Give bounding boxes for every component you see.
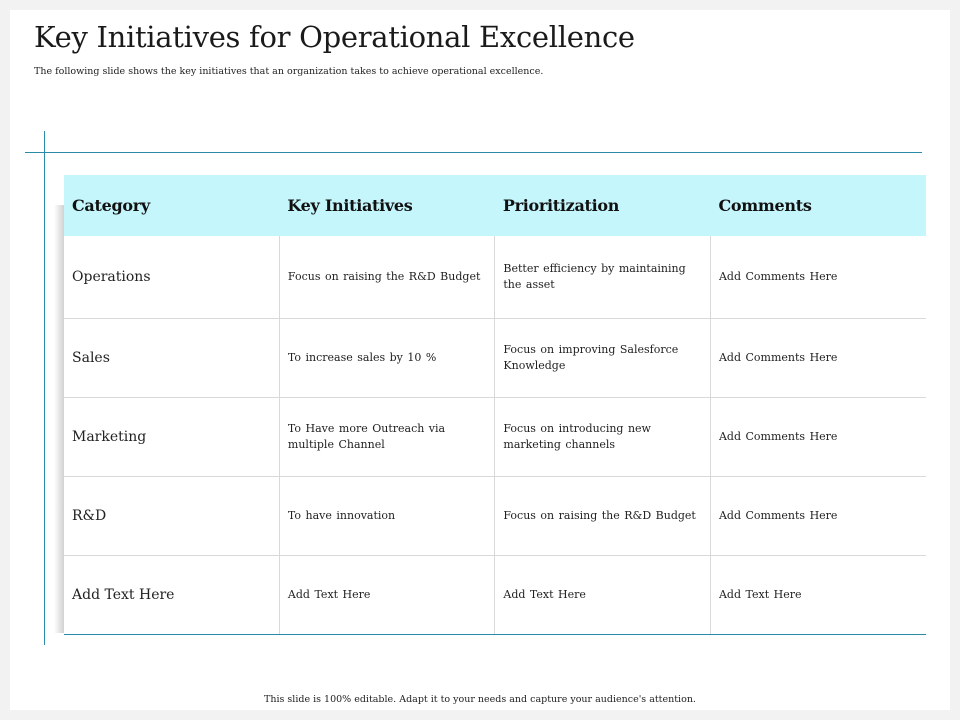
table-header-row [64,175,926,236]
decorative-vertical-line [44,131,45,645]
category-cell: Marketing [64,397,279,476]
initiative-cell: To increase sales by 10 % [279,318,494,397]
comments-cell: Add Comments Here [710,318,926,397]
initiative-cell: Add Text Here [279,555,494,634]
category-cell: Sales [64,318,279,397]
table-row [64,236,926,318]
prioritization-cell: Better efficiency by maintaining the asset [495,236,711,318]
category-cell: Operations [64,236,279,318]
prioritization-cell: Focus on introducing new marketing channels [495,397,711,476]
header-key-initiatives: Key Initiatives [287,196,413,215]
prioritization-cell: Add Text Here [495,555,711,634]
table-row [64,555,926,634]
header-comments: Comments [718,196,812,215]
table-shadow [54,205,64,633]
initiative-cell: To have innovation [279,476,494,555]
prioritization-cell: Focus on raising the R&D Budget [495,476,711,555]
comments-cell: Add Comments Here [710,397,926,476]
decorative-horizontal-line [25,152,922,153]
initiative-cell: Focus on raising the R&D Budget [279,236,494,318]
initiative-cell: To Have more Outreach via multiple Channel [279,397,494,476]
header-prioritization: Prioritization [502,196,620,215]
prioritization-cell: Focus on improving Salesforce Knowledge [495,318,711,397]
category-cell: R&D [64,476,279,555]
table-row [64,397,926,476]
footer-note: This slide is 100% editable. Adapt it to your needs and capture your audience's attention. [264,694,696,705]
table-row [64,476,926,555]
category-cell: Add Text Here [64,555,279,634]
page-subtitle: The following slide shows the key initiatives that an organization takes to achieve operational excellence. [34,66,544,77]
comments-cell: Add Text Here [710,555,926,634]
table-row [64,318,926,397]
initiatives-table [64,175,926,635]
comments-cell: Add Comments Here [710,476,926,555]
header-category: Category [72,196,150,215]
comments-cell: Add Comments Here [710,236,926,318]
page-title: Key Initiatives for Operational Excellence [34,20,635,54]
